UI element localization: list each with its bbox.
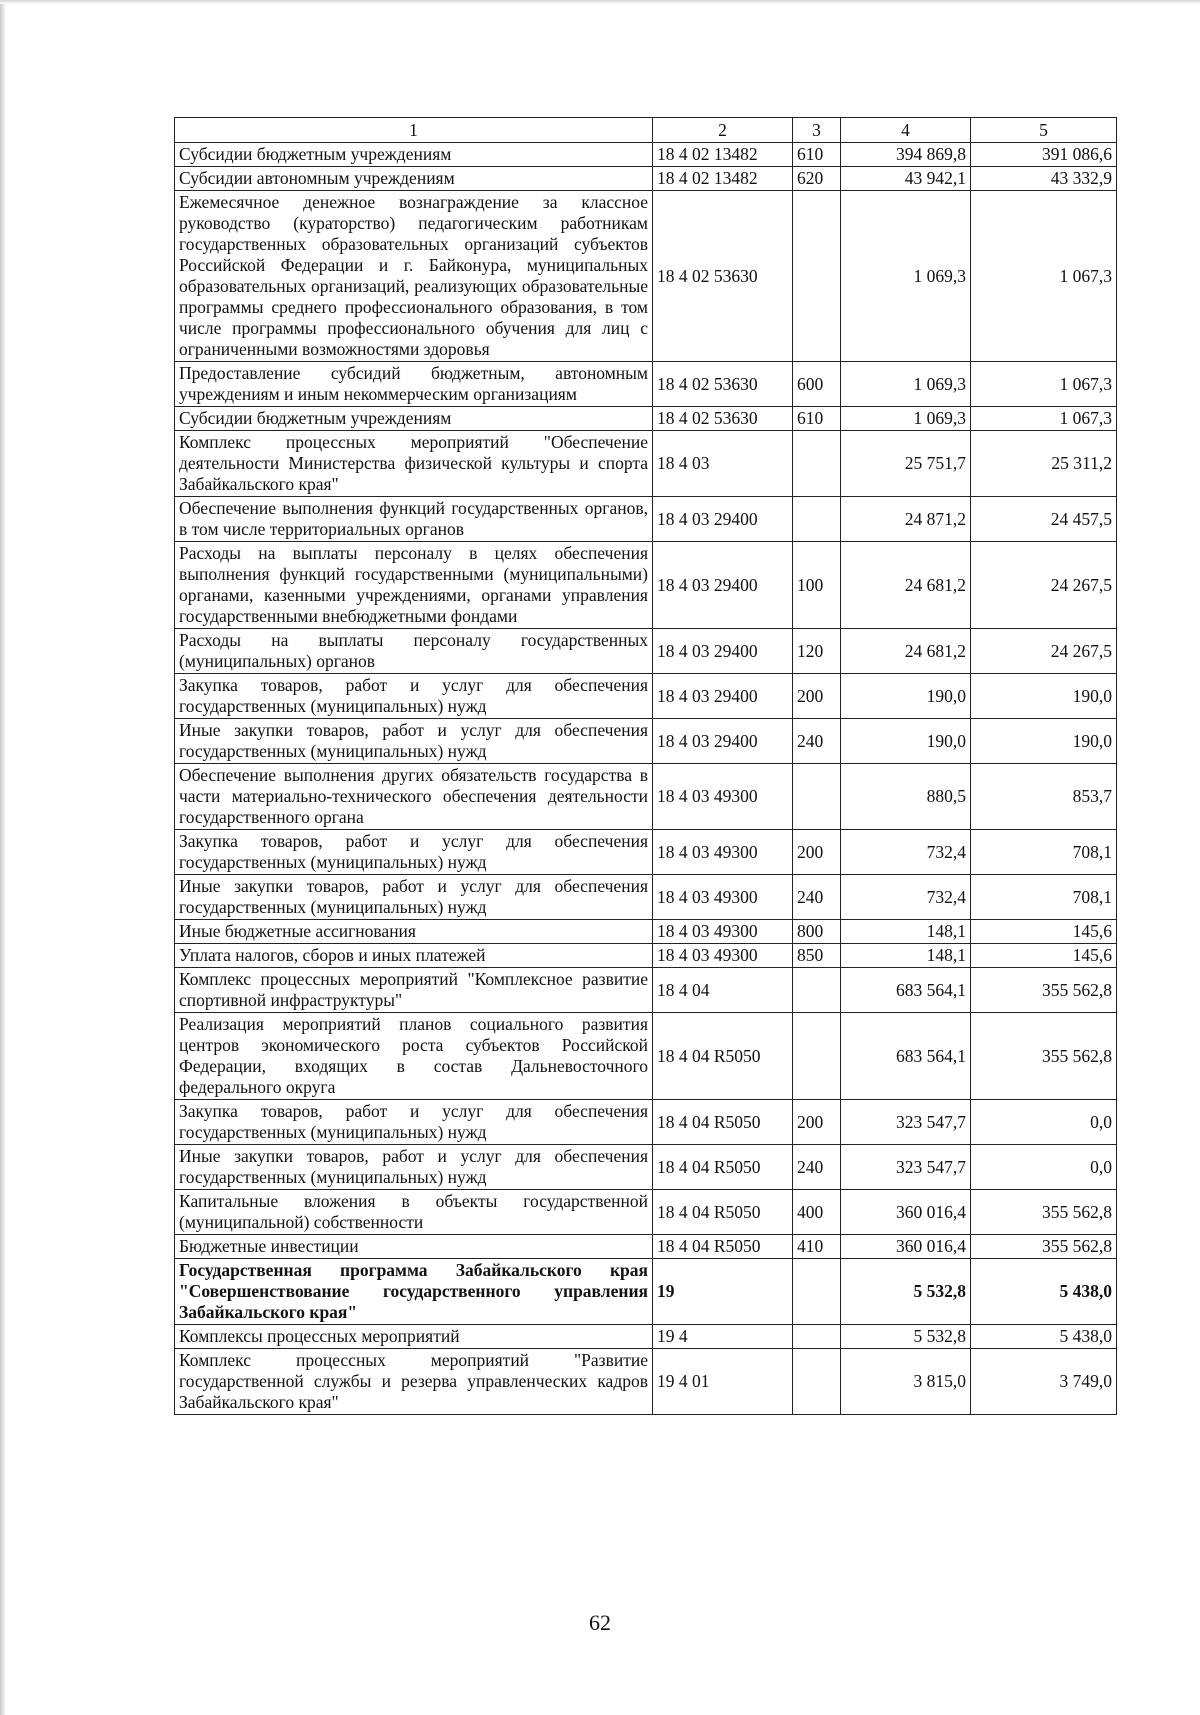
row-type [793, 764, 841, 830]
row-value-2: 1 067,3 [971, 362, 1117, 407]
row-code: 18 4 04 R5050 [653, 1190, 793, 1235]
scan-edge-top [0, 0, 1200, 4]
row-value-1: 148,1 [841, 920, 971, 944]
row-type: 100 [793, 542, 841, 629]
row-type: 120 [793, 629, 841, 674]
row-value-2: 355 562,8 [971, 968, 1117, 1013]
row-type [793, 1013, 841, 1100]
row-code: 18 4 02 13482 [653, 167, 793, 191]
table-row [175, 431, 1117, 497]
row-code: 19 4 [653, 1325, 793, 1349]
row-value-1: 683 564,1 [841, 1013, 971, 1100]
row-name: Комплекс процессных мероприятий "Развитие государственной службы и резерва управленческих кадров Забайкальского края" [175, 1349, 653, 1415]
row-name: Иные закупки товаров, работ и услуг для обеспечения государственных (муниципальных) нужд [175, 1145, 653, 1190]
row-name: Комплекс процессных мероприятий "Обеспечение деятельности Министерства физической культуры и спорта Забайкальского края" [175, 431, 653, 497]
header-col-2: 2 [653, 118, 793, 143]
row-value-2: 708,1 [971, 875, 1117, 920]
table-row [175, 362, 1117, 407]
row-value-1: 360 016,4 [841, 1235, 971, 1259]
row-value-1: 732,4 [841, 875, 971, 920]
table-row [175, 1235, 1117, 1259]
row-value-2: 190,0 [971, 674, 1117, 719]
row-type: 410 [793, 1235, 841, 1259]
row-value-1: 43 942,1 [841, 167, 971, 191]
row-value-2: 355 562,8 [971, 1190, 1117, 1235]
table-row [175, 875, 1117, 920]
row-name: Расходы на выплаты персоналу государственных (муниципальных) органов [175, 629, 653, 674]
table-row [175, 674, 1117, 719]
row-code: 18 4 03 29400 [653, 497, 793, 542]
row-value-1: 24 681,2 [841, 629, 971, 674]
header-col-5: 5 [971, 118, 1117, 143]
row-name: Комплексы процессных мероприятий [175, 1325, 653, 1349]
row-value-1: 190,0 [841, 719, 971, 764]
row-code: 19 4 01 [653, 1349, 793, 1415]
row-value-2: 5 438,0 [971, 1325, 1117, 1349]
table-row [175, 1013, 1117, 1100]
row-type [793, 968, 841, 1013]
row-value-2: 24 267,5 [971, 629, 1117, 674]
page-number: 62 [589, 1610, 611, 1635]
row-type: 800 [793, 920, 841, 944]
row-type: 620 [793, 167, 841, 191]
row-value-2: 1 067,3 [971, 407, 1117, 431]
row-type: 200 [793, 830, 841, 875]
table-row [175, 968, 1117, 1013]
row-name: Расходы на выплаты персоналу в целях обеспечения выполнения функций государственными (муниципальными) органами, казенными учреждениями, органами управления государственными внебюджетными фондами [175, 542, 653, 629]
row-code: 18 4 04 R5050 [653, 1100, 793, 1145]
row-value-1: 24 681,2 [841, 542, 971, 629]
row-value-1: 5 532,8 [841, 1325, 971, 1349]
row-value-1: 3 815,0 [841, 1349, 971, 1415]
table-row [175, 944, 1117, 968]
row-code: 18 4 03 49300 [653, 830, 793, 875]
row-code: 18 4 03 49300 [653, 944, 793, 968]
row-value-2: 190,0 [971, 719, 1117, 764]
row-name: Обеспечение выполнения других обязательств государства в части материально-технического обеспечения деятельности государственного органа [175, 764, 653, 830]
row-name: Иные бюджетные ассигнования [175, 920, 653, 944]
row-name: Иные закупки товаров, работ и услуг для обеспечения государственных (муниципальных) нужд [175, 719, 653, 764]
row-type: 240 [793, 719, 841, 764]
row-type: 400 [793, 1190, 841, 1235]
row-value-2: 1 067,3 [971, 191, 1117, 362]
table-row [175, 167, 1117, 191]
row-name: Предоставление субсидий бюджетным, автономным учреждениям и иным некоммерческим организациям [175, 362, 653, 407]
row-value-1: 1 069,3 [841, 191, 971, 362]
row-type: 610 [793, 143, 841, 167]
row-type [793, 431, 841, 497]
row-type [793, 1349, 841, 1415]
row-name: Уплата налогов, сборов и иных платежей [175, 944, 653, 968]
header-col-3: 3 [793, 118, 841, 143]
row-value-1: 732,4 [841, 830, 971, 875]
row-name: Обеспечение выполнения функций государственных органов, в том числе территориальных органов [175, 497, 653, 542]
row-value-1: 5 532,8 [841, 1259, 971, 1325]
row-code: 18 4 03 49300 [653, 920, 793, 944]
row-name: Закупка товаров, работ и услуг для обеспечения государственных (муниципальных) нужд [175, 1100, 653, 1145]
row-type [793, 191, 841, 362]
row-value-2: 25 311,2 [971, 431, 1117, 497]
row-value-2: 5 438,0 [971, 1259, 1117, 1325]
table-row [175, 920, 1117, 944]
row-code: 18 4 03 29400 [653, 674, 793, 719]
row-value-2: 24 457,5 [971, 497, 1117, 542]
row-value-1: 1 069,3 [841, 362, 971, 407]
table-row [175, 1145, 1117, 1190]
row-value-1: 323 547,7 [841, 1145, 971, 1190]
row-type: 600 [793, 362, 841, 407]
row-value-2: 43 332,9 [971, 167, 1117, 191]
row-name: Реализация мероприятий планов социального развития центров экономического роста субъектов Российской Федерации, входящих в состав Дальневосточного федерального округа [175, 1013, 653, 1100]
table-row [175, 542, 1117, 629]
row-code: 18 4 03 29400 [653, 629, 793, 674]
row-code: 18 4 02 53630 [653, 362, 793, 407]
row-value-1: 25 751,7 [841, 431, 971, 497]
row-name: Ежемесячное денежное вознаграждение за классное руководство (кураторство) педагогическим работникам государственных образовательных организаций субъектов Российской Федерации и г. Байконура, муниципальных образовательных организаций, реализующих образовательные программы среднего профессионального образования, в том числе программы профессионального обучения для лиц с ограниченными возможностями здоровья [175, 191, 653, 362]
scan-edge-left [0, 0, 6, 1715]
row-type: 200 [793, 1100, 841, 1145]
table-row [175, 629, 1117, 674]
row-code: 18 4 04 R5050 [653, 1235, 793, 1259]
row-value-2: 0,0 [971, 1145, 1117, 1190]
row-value-1: 190,0 [841, 674, 971, 719]
table-row [175, 497, 1117, 542]
row-name: Закупка товаров, работ и услуг для обеспечения государственных (муниципальных) нужд [175, 674, 653, 719]
table-row [175, 191, 1117, 362]
row-type [793, 1259, 841, 1325]
row-code: 18 4 02 53630 [653, 407, 793, 431]
table-row [175, 719, 1117, 764]
row-value-1: 394 869,8 [841, 143, 971, 167]
row-type: 200 [793, 674, 841, 719]
row-name: Закупка товаров, работ и услуг для обеспечения государственных (муниципальных) нужд [175, 830, 653, 875]
row-code: 18 4 04 R5050 [653, 1013, 793, 1100]
row-value-2: 355 562,8 [971, 1013, 1117, 1100]
row-name: Субсидии автономным учреждениям [175, 167, 653, 191]
row-value-2: 708,1 [971, 830, 1117, 875]
row-value-1: 880,5 [841, 764, 971, 830]
row-type: 240 [793, 1145, 841, 1190]
header-col-1: 1 [175, 118, 653, 143]
row-code: 19 [653, 1259, 793, 1325]
row-value-2: 145,6 [971, 944, 1117, 968]
row-name: Бюджетные инвестиции [175, 1235, 653, 1259]
row-value-1: 148,1 [841, 944, 971, 968]
row-name: Капитальные вложения в объекты государственной (муниципальной) собственности [175, 1190, 653, 1235]
row-code: 18 4 04 [653, 968, 793, 1013]
row-value-2: 391 086,6 [971, 143, 1117, 167]
row-code: 18 4 04 R5050 [653, 1145, 793, 1190]
table-row [175, 764, 1117, 830]
row-value-2: 145,6 [971, 920, 1117, 944]
row-type: 610 [793, 407, 841, 431]
row-value-2: 24 267,5 [971, 542, 1117, 629]
budget-table [174, 117, 1117, 1415]
table-row-program [175, 1259, 1117, 1325]
row-type [793, 497, 841, 542]
table-row [175, 1100, 1117, 1145]
row-code: 18 4 03 29400 [653, 542, 793, 629]
row-code: 18 4 02 53630 [653, 191, 793, 362]
row-value-1: 360 016,4 [841, 1190, 971, 1235]
row-value-1: 1 069,3 [841, 407, 971, 431]
row-value-1: 683 564,1 [841, 968, 971, 1013]
row-type: 240 [793, 875, 841, 920]
row-value-2: 0,0 [971, 1100, 1117, 1145]
row-code: 18 4 03 49300 [653, 764, 793, 830]
table-row [175, 1325, 1117, 1349]
row-value-1: 24 871,2 [841, 497, 971, 542]
header-col-4: 4 [841, 118, 971, 143]
table-row [175, 143, 1117, 167]
row-name: Государственная программа Забайкальского края "Совершенствование государственного управления Забайкальского края" [175, 1259, 653, 1325]
row-value-2: 3 749,0 [971, 1349, 1117, 1415]
row-name: Субсидии бюджетным учреждениям [175, 407, 653, 431]
table-row [175, 1190, 1117, 1235]
row-name: Субсидии бюджетным учреждениям [175, 143, 653, 167]
row-type: 850 [793, 944, 841, 968]
header-row [175, 118, 1117, 143]
row-name: Комплекс процессных мероприятий "Комплексное развитие спортивной инфраструктуры" [175, 968, 653, 1013]
row-type [793, 1325, 841, 1349]
row-value-2: 853,7 [971, 764, 1117, 830]
table-row [175, 1349, 1117, 1415]
table-row [175, 407, 1117, 431]
row-value-2: 355 562,8 [971, 1235, 1117, 1259]
row-code: 18 4 03 29400 [653, 719, 793, 764]
row-name: Иные закупки товаров, работ и услуг для обеспечения государственных (муниципальных) нужд [175, 875, 653, 920]
row-code: 18 4 02 13482 [653, 143, 793, 167]
row-code: 18 4 03 49300 [653, 875, 793, 920]
row-value-1: 323 547,7 [841, 1100, 971, 1145]
table-row [175, 830, 1117, 875]
row-code: 18 4 03 [653, 431, 793, 497]
